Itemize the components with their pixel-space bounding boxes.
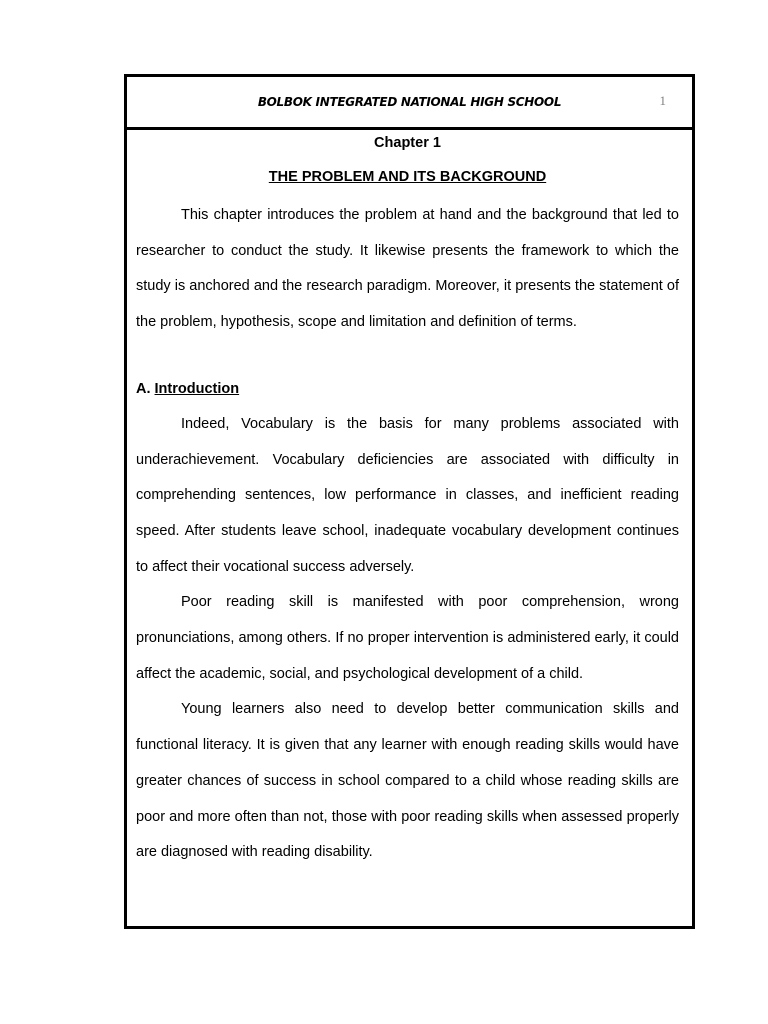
paragraph [136, 585, 679, 692]
chapter-label: Chapter 1 [374, 135, 441, 151]
document-body [136, 130, 679, 871]
intro-paragraph-text: This chapter introduces the problem at hand and the background that led to researcher to conduct the study. It likewise presents the framework to which the study is anchored and the research paradigm. Moreover, it presents the statement of the problem, hypothesis, scope and limitation and definition of terms. [136, 207, 679, 331]
page-header [127, 77, 692, 130]
paragraph [136, 407, 679, 586]
paragraph [136, 692, 679, 871]
school-name: BOLBOK INTEGRATED NATIONAL HIGH SCHOOL [257, 95, 562, 109]
page-frame [124, 74, 695, 929]
chapter-title: THE PROBLEM AND ITS BACKGROUND [268, 169, 547, 185]
paragraph-text: Indeed, Vocabulary is the basis for many problems associated with underachievement. Vocabulary deficiencies are associated with difficulty in comprehending sentences, low performance in classes, and inefficient reading speed. After students leave school, inadequate vocabulary development continues to affect their vocational success adversely. [136, 415, 679, 575]
intro-paragraph [136, 198, 679, 341]
section-a-prefix: A. [136, 380, 151, 397]
section-a-body [136, 407, 679, 871]
section-a-title: Introduction [154, 380, 240, 397]
section-a-heading [136, 377, 679, 401]
page-number: 1 [659, 93, 666, 108]
paragraph-text: Poor reading skill is manifested with poor comprehension, wrong pronunciations, among others. If no proper intervention is administered early, it could affect the academic, social, and psychological development of a child. [136, 594, 679, 682]
paragraph-text: Young learners also need to develop better communication skills and functional literacy. It is given that any learner with enough reading skills would have greater chances of success in school compared to a child whose reading skills are poor and more often than not, those with poor reading skills when assessed properly are diagnosed with reading disability. [136, 701, 679, 861]
